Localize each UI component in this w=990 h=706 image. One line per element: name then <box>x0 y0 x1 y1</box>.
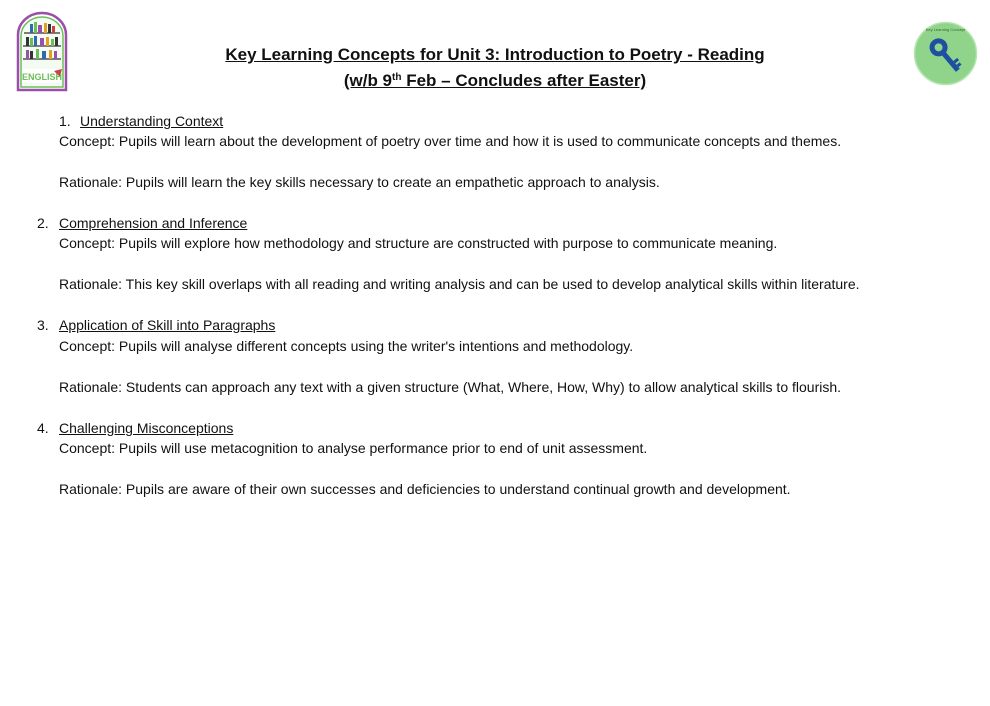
item-concept: Concept: Pupils will learn about the development of poetry over time and how it is used to communicate concepts and themes. <box>59 133 842 149</box>
title-line-1: Key Learning Concepts for Unit 3: Introduction to Poetry - Reading <box>225 45 765 64</box>
item-heading: Comprehension and Inference <box>59 215 248 231</box>
item-rationale: Rationale: Pupils are aware of their own successes and deficiencies to understand continual growth and development. <box>59 481 791 497</box>
item-number: 1. <box>59 113 71 129</box>
title-line-2 <box>0 68 990 94</box>
item-concept: Concept: Pupils will use metacognition to analyse performance prior to end of unit assessment. <box>59 440 648 456</box>
item-rationale: Rationale: Pupils will learn the key skills necessary to create an empathetic approach to analysis. <box>59 174 660 190</box>
item-number: 4. <box>37 420 49 436</box>
title-line-2-superscript: th <box>392 72 402 83</box>
item-concept: Concept: Pupils will analyse different concepts using the writer's intentions and methodology. <box>59 338 634 354</box>
item-heading: Understanding Context <box>80 113 224 129</box>
item-rationale: Rationale: Students can approach any text with a given structure (What, Where, How, Why) to allow analytical skills to flourish. <box>59 379 842 395</box>
item-heading: Application of Skill into Paragraphs <box>59 317 276 333</box>
item-number: 2. <box>37 215 49 231</box>
svg-text:Key Learning Concept: Key Learning Concept <box>925 27 966 32</box>
page-title <box>0 42 990 94</box>
svg-text:ENGLISH: ENGLISH <box>21 72 63 82</box>
item-rationale: Rationale: This key skill overlaps with all reading and writing analysis and can be used to develop analytical skills within literature. <box>59 276 860 292</box>
title-line-2-prefix: (w/b 9 <box>343 71 393 90</box>
item-heading: Challenging Misconceptions <box>59 420 234 436</box>
title-line-2-suffix: Feb – Concludes after Easter) <box>401 71 647 90</box>
item-number: 3. <box>37 317 49 333</box>
item-concept: Concept: Pupils will explore how methodology and structure are constructed with purpose to communicate meaning. <box>59 235 778 251</box>
